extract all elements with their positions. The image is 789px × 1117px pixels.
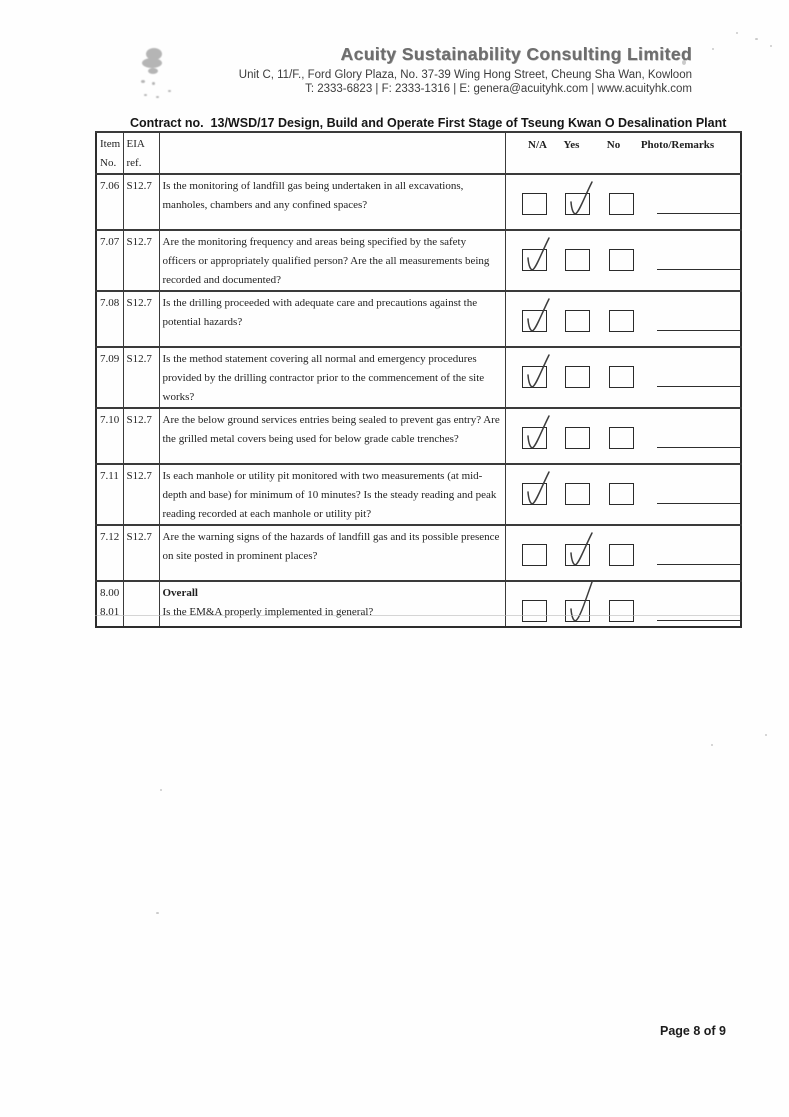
scan-speck xyxy=(711,744,713,746)
answer-cell xyxy=(505,408,741,464)
table-row-7-09 xyxy=(96,347,741,408)
remarks-line xyxy=(657,213,742,214)
answer-cell xyxy=(505,347,741,408)
no-checkbox xyxy=(609,310,634,332)
check-mark-icon xyxy=(519,291,551,334)
yes-checkbox xyxy=(565,544,590,566)
yes-checkbox xyxy=(565,427,590,449)
eia-ref-cell: S12.7 xyxy=(123,347,159,408)
eia-ref-cell: S12.7 xyxy=(123,525,159,581)
table-header-row xyxy=(96,132,741,174)
answer-cell xyxy=(505,525,741,581)
checklist-table xyxy=(95,131,742,628)
answer-cell xyxy=(505,174,741,230)
check-mark-icon xyxy=(519,347,551,390)
scan-artifact-line xyxy=(95,615,740,616)
question-cell: Overall Is the EM&A properly implemented in general? xyxy=(159,581,505,627)
item-no-cell: 7.09 xyxy=(96,347,123,408)
remarks-line xyxy=(657,620,742,621)
check-mark-icon xyxy=(519,408,551,451)
no-checkbox xyxy=(609,483,634,505)
no-checkbox xyxy=(609,193,634,215)
na-checkbox xyxy=(522,483,547,505)
company-address: Unit C, 11/F., Ford Glory Plaza, No. 37-39 Wing Hong Street, Cheung Sha Wan, Kowloon xyxy=(238,69,692,81)
na-checkbox xyxy=(522,249,547,271)
na-checkbox xyxy=(522,310,547,332)
na-checkbox xyxy=(522,544,547,566)
table-row-7-07 xyxy=(96,230,741,291)
scan-speck xyxy=(712,48,714,50)
eia-ref-cell xyxy=(123,581,159,627)
eia-ref-cell: S12.7 xyxy=(123,408,159,464)
answer-cell xyxy=(505,230,741,291)
scan-speck xyxy=(160,789,162,791)
check-mark-icon xyxy=(562,525,594,568)
no-checkbox xyxy=(609,427,634,449)
check-mark-icon xyxy=(519,230,551,273)
table-row-7-10 xyxy=(96,408,741,464)
eia-ref-header: EIA ref. xyxy=(123,132,159,174)
remarks-line xyxy=(657,330,742,331)
yes-checkbox xyxy=(565,600,590,622)
scan-speck xyxy=(736,32,738,34)
check-mark-icon xyxy=(562,581,594,624)
yes-checkbox xyxy=(565,366,590,388)
yes-column-header: Yes xyxy=(563,139,580,151)
na-checkbox xyxy=(522,427,547,449)
page-number: Page 8 of 9 xyxy=(660,1024,726,1038)
item-no-cell: 7.10 xyxy=(96,408,123,464)
contract-title: Contract no. 13/WSD/17 Design, Build and Operate First Stage of Tseung Kwan O Desalination Plant xyxy=(130,116,727,130)
company-contact-line: T: 2333-6823 | F: 2333-1316 | E: genera@acuityhk.com | www.acuityhk.com xyxy=(305,83,692,95)
item-no-cell: 7.08 xyxy=(96,291,123,347)
remarks-line xyxy=(657,386,742,387)
question-cell: Are the monitoring frequency and areas being specified by the safety officers or appropriately qualified person? Are the all measurements being recorded and documented? xyxy=(159,230,505,291)
question-cell: Is the drilling proceeded with adequate care and precautions against the potential hazards? xyxy=(159,291,505,347)
answer-header xyxy=(505,132,741,174)
eia-ref-cell: S12.7 xyxy=(123,464,159,525)
scan-speck xyxy=(156,912,159,914)
question-cell: Is the method statement covering all normal and emergency procedures provided by the drilling contractor prior to the commencement of the site works? xyxy=(159,347,505,408)
na-checkbox xyxy=(522,366,547,388)
no-checkbox xyxy=(609,249,634,271)
remarks-line xyxy=(657,503,742,504)
question-cell: Are the warning signs of the hazards of landfill gas and its possible presence on site posted in prominent places? xyxy=(159,525,505,581)
photo-remarks-column-header: Photo/Remarks xyxy=(640,139,715,151)
scan-speck xyxy=(770,45,772,47)
scan-speck xyxy=(682,60,686,65)
na-checkbox xyxy=(522,600,547,622)
yes-checkbox xyxy=(565,483,590,505)
check-mark-icon xyxy=(562,174,594,217)
question-header xyxy=(159,132,505,174)
item-no-cell: 7.06 xyxy=(96,174,123,230)
question-cell: Are the below ground services entries being sealed to prevent gas entry? Are the grilled metal covers being used for below grade cable trenches? xyxy=(159,408,505,464)
no-column-header: No xyxy=(606,139,621,151)
yes-checkbox xyxy=(565,310,590,332)
no-checkbox xyxy=(609,600,634,622)
item-no-header: Item No. xyxy=(96,132,123,174)
remarks-line xyxy=(657,564,742,565)
eia-ref-cell: S12.7 xyxy=(123,174,159,230)
item-no-cell: 8.00 8.01 xyxy=(96,581,123,627)
table-row-7-11 xyxy=(96,464,741,525)
eia-ref-cell: S12.7 xyxy=(123,291,159,347)
table-row-8-01 xyxy=(96,581,741,627)
table-row-7-12 xyxy=(96,525,741,581)
company-name: Acuity Sustainability Consulting Limited xyxy=(340,44,692,64)
na-checkbox xyxy=(522,193,547,215)
yes-checkbox xyxy=(565,193,590,215)
answer-cell xyxy=(505,581,741,627)
scan-speck xyxy=(755,38,758,40)
question-cell: Is each manhole or utility pit monitored with two measurements (at mid-depth and base) for minimum of 10 minutes? Is the steady reading and peak reading recorded at each manhole or utility pit? xyxy=(159,464,505,525)
answer-cell xyxy=(505,291,741,347)
item-no-cell: 7.07 xyxy=(96,230,123,291)
section-title: Overall xyxy=(162,587,198,599)
table-row-7-08 xyxy=(96,291,741,347)
answer-cell xyxy=(505,464,741,525)
letterhead xyxy=(132,44,692,95)
na-column-header: N/A xyxy=(528,139,547,151)
scan-speck xyxy=(765,734,767,736)
remarks-line xyxy=(657,447,742,448)
question-cell: Is the monitoring of landfill gas being undertaken in all excavations, manholes, chambers and any confined spaces? xyxy=(159,174,505,230)
item-no-cell: 7.12 xyxy=(96,525,123,581)
table-row-7-06 xyxy=(96,174,741,230)
no-checkbox xyxy=(609,544,634,566)
remarks-line xyxy=(657,269,742,270)
no-checkbox xyxy=(609,366,634,388)
yes-checkbox xyxy=(565,249,590,271)
eia-ref-cell: S12.7 xyxy=(123,230,159,291)
check-mark-icon xyxy=(519,464,551,507)
item-no-cell: 7.11 xyxy=(96,464,123,525)
